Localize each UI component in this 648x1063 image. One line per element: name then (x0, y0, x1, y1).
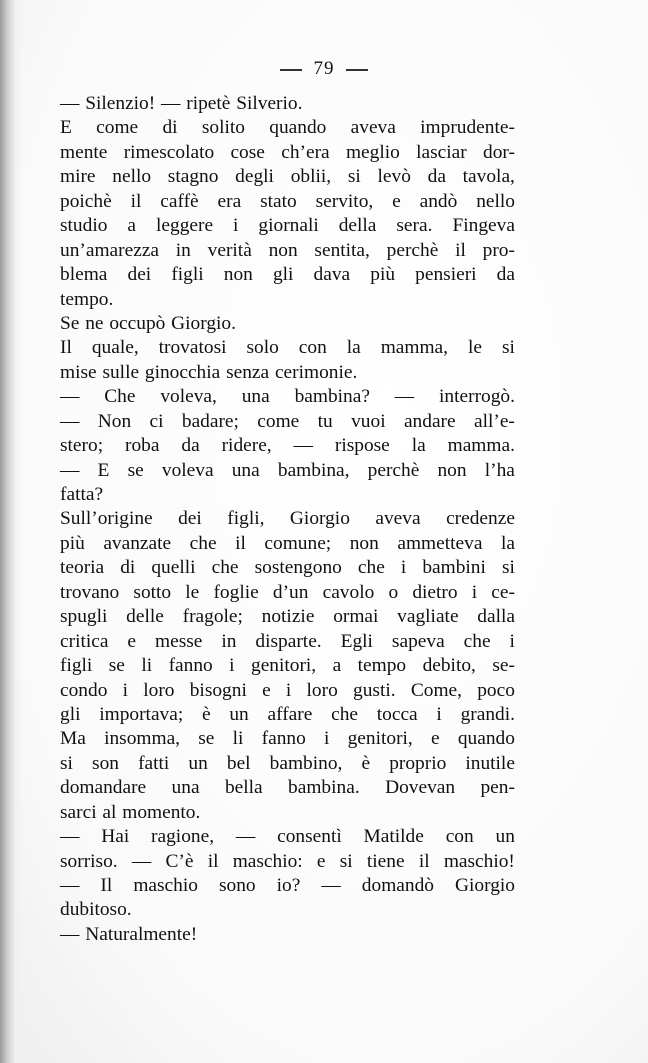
text-word: Naturalmente! (85, 923, 198, 945)
text-word: il (235, 532, 246, 554)
text-word: in (221, 630, 237, 652)
text-word: e (392, 190, 401, 212)
text-word: Giorgio. (171, 312, 236, 334)
text-word: un (495, 826, 515, 848)
header-dash-left (280, 69, 302, 71)
text-word: sorriso. (60, 850, 118, 872)
text-word: si (60, 752, 73, 774)
text-word: la (500, 532, 515, 554)
text-word: leggere (156, 215, 214, 237)
text-line (60, 410, 515, 434)
text-word: il (455, 239, 466, 261)
text-word: genitori, (347, 728, 413, 750)
text-word: mamma, (380, 337, 449, 359)
text-word: grandi. (460, 703, 515, 725)
text-word: se (108, 655, 125, 677)
text-word: — (235, 826, 256, 848)
text-word: più (60, 532, 85, 554)
text-word: i (229, 655, 235, 677)
text-word: li (141, 655, 153, 677)
text-word: interrogò. (439, 386, 515, 408)
text-word: i (400, 557, 407, 579)
text-word: servito, (315, 190, 374, 212)
text-word: badare; (181, 410, 239, 432)
text-word: una (241, 386, 270, 408)
text-line (60, 776, 515, 800)
text-word: o (388, 581, 399, 603)
text-word: E (97, 459, 110, 481)
text-word: che (357, 557, 385, 579)
text-word: voleva (161, 459, 214, 481)
text-word: maschio (133, 875, 198, 896)
text-line (60, 679, 515, 703)
text-word: dalla (477, 606, 515, 628)
text-word: fatti (138, 752, 170, 774)
text-word: è (361, 752, 371, 774)
text-word: non (223, 264, 253, 286)
text-word: son (92, 752, 119, 774)
text-word: bambina, (277, 459, 350, 481)
text-word: fanno (168, 655, 213, 677)
text-word: le (185, 581, 200, 603)
text-line (60, 654, 515, 678)
text-word: inutile (465, 752, 515, 774)
text-word: Il (100, 875, 113, 896)
text-word: dava (313, 264, 351, 286)
text-line (60, 825, 515, 849)
text-word: voleva, (160, 386, 217, 408)
text-word: li (232, 728, 244, 750)
text-word: — (60, 459, 80, 481)
text-line (60, 239, 515, 263)
text-word: le (467, 337, 482, 359)
text-word: ch’era (281, 141, 330, 163)
text-word: fatta? (60, 484, 104, 505)
text-word: in (175, 239, 191, 261)
text-word: mise (60, 361, 97, 383)
text-line (60, 605, 515, 629)
text-word: pensieri (415, 264, 477, 286)
text-line (60, 801, 515, 825)
text-word: più (370, 264, 396, 286)
text-line (60, 532, 515, 556)
text-word: Matilde (363, 826, 424, 848)
text-word: sapeva (391, 630, 445, 652)
text-word: figli (60, 655, 93, 677)
text-word: insomma, (104, 728, 181, 750)
text-word: tiene (366, 850, 405, 872)
text-word: disparte. (255, 630, 322, 652)
text-word: con (445, 826, 474, 848)
text-word: ammetteva (397, 532, 483, 554)
text-word: Se (60, 312, 80, 334)
page-number: 79 (313, 58, 335, 79)
text-word: — (161, 93, 181, 114)
text-word: dei (127, 264, 152, 286)
text-word: sarci (60, 801, 97, 823)
text-word: se- (492, 655, 515, 677)
text-word: Giorgio (289, 508, 350, 530)
text-word: se (127, 459, 144, 481)
text-word: momento. (122, 801, 201, 823)
text-line (60, 874, 515, 898)
text-word: mente (60, 141, 108, 163)
text-word: stagno (167, 166, 219, 188)
text-word: la (411, 435, 426, 457)
text-word: Silenzio! (85, 93, 156, 114)
text-word: figli (171, 264, 204, 286)
text-word: al (102, 801, 117, 823)
text-word: all’e- (473, 410, 515, 432)
text-word: debito, (422, 655, 476, 677)
text-word: nello (112, 166, 152, 188)
text-word: importava; (99, 703, 184, 725)
text-word: bambino, (269, 752, 343, 774)
text-word: Egli (340, 630, 373, 652)
text-word: il (418, 850, 430, 872)
text-word: — (60, 410, 80, 432)
text-word: un (229, 703, 249, 725)
text-word: si (347, 166, 361, 188)
text-word: non (268, 239, 298, 261)
text-word: maschio: (232, 850, 303, 872)
text-word: non (349, 532, 379, 554)
text-word: — (60, 923, 80, 945)
text-line (60, 581, 515, 605)
text-word: si (501, 557, 515, 579)
text-word: — (60, 386, 80, 408)
text-word: se (198, 728, 215, 750)
text-word: affare (267, 703, 313, 725)
text-word: foglie (213, 581, 259, 603)
text-word: andare (403, 410, 456, 432)
text-word: cavolo (322, 581, 375, 603)
text-word: bel (226, 752, 251, 774)
text-line (60, 850, 515, 874)
text-line (60, 727, 515, 751)
text-word: stato (260, 190, 297, 212)
text-word: domandò (361, 875, 434, 896)
text-word: si (501, 337, 515, 359)
text-line (60, 312, 515, 336)
text-word: sostengono (254, 557, 342, 579)
text-word: Silverio. (236, 93, 303, 114)
text-word: oblii, (290, 166, 332, 188)
text-word: Che (104, 386, 136, 408)
text-word: solito (201, 117, 245, 139)
text-line (60, 703, 515, 727)
text-line (60, 434, 515, 458)
text-word: credenze (446, 508, 515, 530)
text-word: e (316, 850, 326, 872)
text-word: poco (477, 679, 515, 701)
text-word: loro (306, 679, 338, 701)
text-word: aveva (350, 117, 396, 139)
text-word: a (127, 215, 137, 237)
text-word: Fingeva (452, 215, 515, 237)
text-word: nello (476, 190, 515, 212)
text-word: comune; (264, 532, 332, 554)
page-header (0, 58, 648, 80)
text-word: loro (143, 679, 175, 701)
text-word: i (285, 679, 292, 701)
text-word: quando (269, 117, 327, 139)
text-word: l’ha (484, 459, 515, 481)
text-word: bambina. (288, 777, 360, 799)
text-word: mire (60, 166, 96, 188)
text-line (60, 752, 515, 776)
text-word: imprudente- (420, 117, 515, 139)
header-dash-right (346, 69, 368, 71)
text-word: la (346, 337, 361, 359)
text-word: il (207, 850, 219, 872)
text-word: critica (60, 630, 109, 652)
text-word: blema (60, 264, 108, 286)
text-word: levò (377, 166, 411, 188)
text-word: che (331, 703, 359, 725)
text-line (60, 116, 515, 140)
text-line (60, 923, 515, 947)
text-word: Ma (60, 728, 86, 750)
text-word: bisogni (189, 679, 247, 701)
text-word: sentita, (314, 239, 370, 261)
text-line (60, 214, 515, 238)
text-word: una (231, 459, 260, 481)
text-word: non (437, 459, 467, 481)
text-word: poichè (60, 190, 112, 212)
text-word: meglio (345, 141, 400, 163)
text-word: bella (224, 777, 263, 799)
text-word: e (127, 630, 137, 652)
text-word: da (496, 264, 515, 286)
text-word: tempo (357, 655, 407, 677)
text-word: degli (235, 166, 274, 188)
text-word: quelli (151, 557, 196, 579)
text-word: una (171, 777, 200, 799)
text-word: i (233, 215, 239, 237)
text-word: aveva (375, 508, 421, 530)
text-word: domandare (60, 777, 147, 799)
text-word: maschio! (443, 850, 515, 872)
text-word: fragole; (182, 606, 243, 628)
text-word: solo (246, 337, 279, 359)
text-line (60, 483, 515, 507)
text-word: verità (207, 239, 252, 261)
text-word: ce- (491, 581, 515, 603)
text-word: un’amarezza (60, 239, 160, 261)
text-word: con (298, 337, 327, 359)
text-word: pro- (482, 239, 515, 261)
text-line (60, 190, 515, 214)
text-word: — (293, 435, 313, 457)
text-word: i (471, 581, 478, 603)
text-line (60, 556, 515, 580)
text-word: come (257, 410, 300, 432)
text-word: i (509, 630, 515, 652)
text-word: avanzate (103, 532, 172, 554)
text-word: vuoi (351, 410, 386, 432)
text-line (60, 898, 515, 922)
text-word: ridere, (221, 435, 272, 457)
text-word: trovano (60, 581, 120, 603)
text-word: proprio (389, 752, 447, 774)
text-word: cerimonie. (274, 361, 358, 383)
text-word: figli, (227, 508, 265, 530)
text-word: Hai (101, 826, 130, 848)
text-word: dei (178, 508, 202, 530)
text-word: lasciar (416, 141, 467, 163)
text-word: — (60, 826, 80, 848)
text-word: si (339, 850, 353, 872)
text-word: sulle (102, 361, 140, 383)
text-word: Come, (410, 679, 462, 701)
text-word: C’è (165, 850, 194, 872)
text-word: — (60, 93, 80, 114)
text-word: che (463, 630, 491, 652)
page-edge-shadow (0, 0, 22, 1063)
text-word: i (324, 728, 330, 750)
text-word: consentì (277, 826, 342, 848)
text-word: bambini (422, 557, 486, 579)
text-word: condo (60, 679, 108, 701)
text-word: mamma. (447, 435, 515, 457)
text-word: dubitoso. (60, 899, 132, 921)
text-word: ormai (333, 606, 379, 628)
text-word: cose (230, 141, 265, 163)
text-word: tempo. (60, 288, 114, 310)
text-word: che (189, 532, 217, 554)
text-line (60, 141, 515, 165)
text-word: era (217, 190, 242, 212)
text-word: tavola, (462, 166, 515, 188)
text-word: Sull’origine (60, 508, 153, 530)
text-line (60, 361, 515, 385)
text-word: ragione, (151, 826, 215, 848)
text-word: da (181, 435, 200, 457)
text-word: quando (457, 728, 515, 750)
text-word: — (321, 875, 341, 896)
text-line (60, 507, 515, 531)
text-word: messe (155, 630, 203, 652)
text-word: bambina? (294, 386, 370, 408)
text-word: giornali (258, 215, 319, 237)
text-word: occupò (109, 312, 166, 334)
text-word: della (338, 215, 377, 237)
text-word: roba (125, 435, 160, 457)
text-word: perchè (386, 239, 439, 261)
text-word: vagliate (397, 606, 459, 628)
text-word: sera. (396, 215, 433, 237)
text-word: fanno (261, 728, 306, 750)
text-word: di (162, 117, 178, 139)
text-word: ginocchia (144, 361, 221, 383)
text-word: Non (97, 410, 132, 432)
text-word: tu (317, 410, 333, 432)
text-word: ne (85, 312, 104, 334)
text-word: dietro (412, 581, 458, 603)
text-word: trovatosi (158, 337, 227, 359)
text-word: — (131, 850, 152, 872)
text-word: i (436, 703, 442, 725)
text-word: rispose (334, 435, 390, 457)
text-word: senza (226, 361, 270, 383)
text-word: da (427, 166, 446, 188)
text-word: e (262, 679, 271, 701)
text-word: e (431, 728, 440, 750)
text-word: caffè (160, 190, 199, 212)
text-word: è (202, 703, 211, 725)
text-word: Il (60, 337, 72, 359)
text-word: il (130, 190, 142, 212)
text-word: a (332, 655, 342, 677)
text-word: sotto (133, 581, 172, 603)
text-word: perchè (367, 459, 420, 481)
text-word: notizie (261, 606, 315, 628)
text-word: teoria (60, 557, 105, 579)
text-word: gli (272, 264, 294, 286)
text-word: che (211, 557, 239, 579)
text-word: come (96, 117, 139, 139)
text-line (60, 336, 515, 360)
text-line (60, 263, 515, 287)
text-word: di (120, 557, 136, 579)
text-word: quale, (91, 337, 139, 359)
text-word: studio (60, 215, 108, 237)
text-word: rimescolato (123, 141, 215, 163)
text-word: sono (218, 875, 256, 896)
text-word: d’un (272, 581, 309, 603)
text-word: Dovevan (385, 777, 456, 799)
text-word: un (188, 752, 208, 774)
text-word: dor- (483, 141, 515, 163)
text-word: ci (149, 410, 164, 432)
text-word: Giorgio (455, 875, 515, 896)
text-word: delle (126, 606, 164, 628)
text-line (60, 630, 515, 654)
text-word: spugli (60, 606, 108, 628)
body-text (60, 92, 515, 947)
text-word: genitori, (251, 655, 317, 677)
text-word: gli (60, 703, 81, 725)
text-word: — (60, 875, 80, 896)
text-word: E (60, 117, 72, 139)
text-line (60, 459, 515, 483)
text-word: stero; (60, 435, 104, 457)
text-word: pen- (480, 777, 515, 799)
text-word: ripetè (186, 93, 231, 114)
text-line (60, 92, 515, 116)
text-line (60, 385, 515, 409)
text-word: tocca (376, 703, 418, 725)
text-word: gusti. (353, 679, 396, 701)
text-line (60, 165, 515, 189)
text-word: — (394, 386, 415, 408)
text-word: i (122, 679, 129, 701)
text-line (60, 288, 515, 312)
text-word: io? (276, 875, 301, 896)
text-word: andò (419, 190, 458, 212)
